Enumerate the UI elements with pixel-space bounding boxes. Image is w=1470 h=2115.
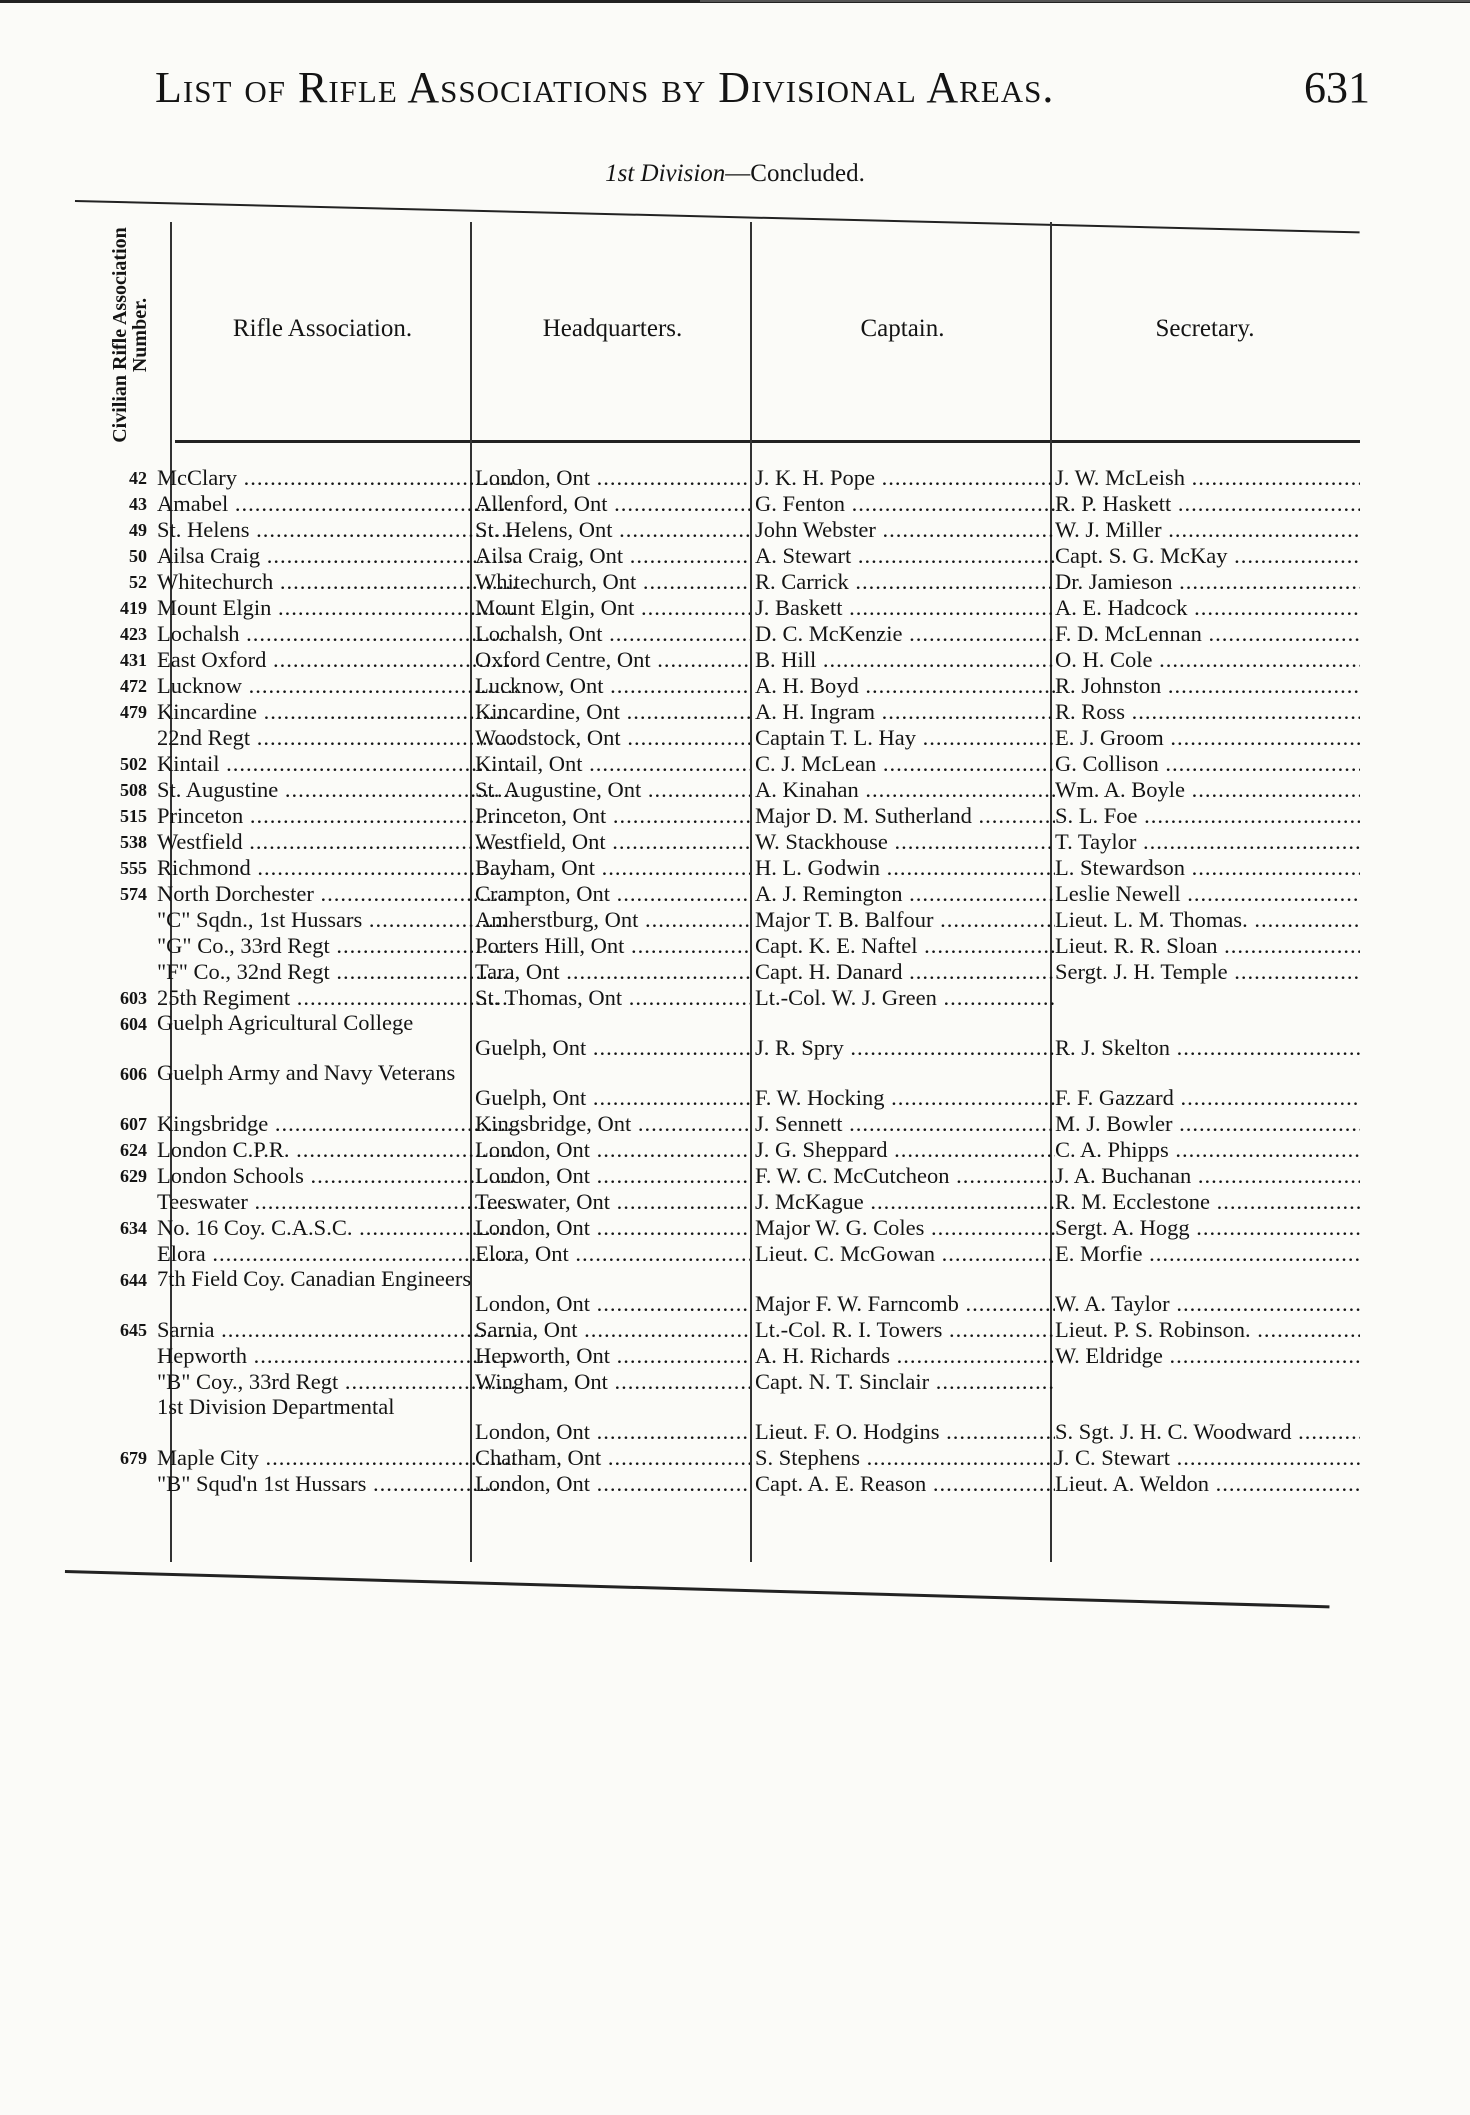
association-number: 423: [120, 624, 147, 644]
association-name: 7th Field Coy. Canadian Engineers: [157, 1267, 472, 1291]
association-name: North Dorchester .....: [157, 881, 517, 907]
secretary: M. J. Bowler .....: [1055, 1111, 1360, 1137]
secretary: G. Collison .....: [1055, 751, 1360, 777]
secretary: W. A. Taylor .....: [1055, 1291, 1360, 1317]
table-row: [65, 1445, 1360, 1471]
table-row: [65, 1011, 1360, 1061]
association-number: 574: [120, 884, 147, 904]
secretary: A. E. Hadcock .....: [1055, 595, 1360, 621]
table-top-rule: [75, 200, 1360, 233]
captain: A. J. Remington .....: [755, 881, 1055, 907]
association-name: "B" Squd'n 1st Hussars .....: [157, 1471, 517, 1497]
headquarters: Sarnia, Ont .....: [475, 1317, 750, 1343]
association-name: "F" Co., 32nd Regt .....: [157, 959, 517, 985]
table-row: [65, 1061, 1360, 1111]
association-number: 645: [120, 1320, 147, 1340]
association-name: Maple City .....: [157, 1445, 517, 1471]
headquarters: Guelph, Ont .....: [475, 1085, 750, 1111]
association-number: 538: [120, 832, 147, 852]
captain: Lt.-Col. W. J. Green .....: [755, 985, 1055, 1011]
captain: J. G. Sheppard .....: [755, 1137, 1055, 1163]
captain: Lieut. F. O. Hodgins .....: [755, 1419, 1055, 1445]
table-row: [65, 595, 1360, 621]
headquarters: Tara, Ont .....: [475, 959, 750, 985]
association-number: 644: [120, 1270, 147, 1290]
association-name: Westfield .....: [157, 829, 517, 855]
association-name: Kincardine .....: [157, 699, 517, 725]
association-number: 43: [129, 494, 147, 514]
association-name: London Schools .....: [157, 1163, 517, 1189]
table-row: [65, 543, 1360, 569]
captain: Major D. M. Sutherland .....: [755, 803, 1055, 829]
captain: J. McKague .....: [755, 1189, 1055, 1215]
secretary: Leslie Newell .....: [1055, 881, 1360, 907]
secretary: W. J. Miller .....: [1055, 517, 1360, 543]
page-top-rule-secondary: [700, 0, 1470, 2]
section-division: 1st Division: [605, 160, 726, 187]
captain: C. J. McLean .....: [755, 751, 1055, 777]
table-row: [65, 777, 1360, 803]
headquarters: Princeton, Ont .....: [475, 803, 750, 829]
captain: A. H. Ingram .....: [755, 699, 1055, 725]
headquarters: Guelph, Ont .....: [475, 1035, 750, 1061]
captain: H. L. Godwin .....: [755, 855, 1055, 881]
secretary: Dr. Jamieson .....: [1055, 569, 1360, 595]
captain: F. W. Hocking .....: [755, 1085, 1055, 1111]
captain: Capt. H. Danard .....: [755, 959, 1055, 985]
headquarters: Oxford Centre, Ont .....: [475, 647, 750, 673]
table-row: [65, 465, 1360, 491]
association-number: 603: [120, 988, 147, 1008]
secretary: S. L. Foe .....: [1055, 803, 1360, 829]
association-number: 555: [120, 858, 147, 878]
headquarters: St. Thomas, Ont .....: [475, 985, 750, 1011]
headquarters: Wingham, Ont .....: [475, 1369, 750, 1395]
table-row: [65, 1137, 1360, 1163]
table-row: [65, 959, 1360, 985]
captain: Capt. N. T. Sinclair .....: [755, 1369, 1055, 1395]
captain: J. K. H. Pope .....: [755, 465, 1055, 491]
captain: J. Sennett .....: [755, 1111, 1055, 1137]
headquarters: London, Ont .....: [475, 1471, 750, 1497]
association-number: 607: [120, 1114, 147, 1134]
table-row: [65, 1395, 1360, 1445]
captain: A. Stewart .....: [755, 543, 1055, 569]
table-row: [65, 881, 1360, 907]
table-row: [65, 699, 1360, 725]
headquarters: St. Helens, Ont .....: [475, 517, 750, 543]
headquarters: Whitechurch, Ont .....: [475, 569, 750, 595]
headquarters: Chatham, Ont .....: [475, 1445, 750, 1471]
captain: W. Stackhouse .....: [755, 829, 1055, 855]
captain: J. R. Spry .....: [755, 1035, 1055, 1061]
secretary: T. Taylor .....: [1055, 829, 1360, 855]
association-number: 502: [120, 754, 147, 774]
table-row: [65, 621, 1360, 647]
association-name: "G" Co., 33rd Regt .....: [157, 933, 517, 959]
captain: Lieut. C. McGowan .....: [755, 1241, 1055, 1267]
headquarters: Kingsbridge, Ont .....: [475, 1111, 750, 1137]
table-row: [65, 1163, 1360, 1189]
table-row: [65, 1369, 1360, 1395]
secretary: Lieut. L. M. Thomas. .....: [1055, 907, 1360, 933]
table-row: [65, 1111, 1360, 1137]
headquarters: Elora, Ont .....: [475, 1241, 750, 1267]
captain: Major W. G. Coles .....: [755, 1215, 1055, 1241]
secretary: R. Ross .....: [1055, 699, 1360, 725]
headquarters: London, Ont .....: [475, 1419, 750, 1445]
secretary: E. J. Groom .....: [1055, 725, 1360, 751]
secretary: R. J. Skelton .....: [1055, 1035, 1360, 1061]
table-row: [65, 1215, 1360, 1241]
association-number: 508: [120, 780, 147, 800]
association-name: "B" Coy., 33rd Regt .....: [157, 1369, 517, 1395]
association-number: 479: [120, 702, 147, 722]
table-row: [65, 751, 1360, 777]
table-row: [65, 907, 1360, 933]
headquarters: Crampton, Ont .....: [475, 881, 750, 907]
association-number: 515: [120, 806, 147, 826]
headquarters: Kincardine, Ont .....: [475, 699, 750, 725]
headquarters: Woodstock, Ont .....: [475, 725, 750, 751]
secretary: E. Morfie .....: [1055, 1241, 1360, 1267]
secretary: F. F. Gazzard .....: [1055, 1085, 1360, 1111]
association-name: East Oxford .....: [157, 647, 517, 673]
captain: John Webster .....: [755, 517, 1055, 543]
rifle-associations-table: [65, 200, 1360, 1580]
captain: Major T. B. Balfour .....: [755, 907, 1055, 933]
section-concluded: —Concluded.: [725, 160, 865, 187]
association-name: Richmond .....: [157, 855, 517, 881]
table-row: [65, 1267, 1360, 1317]
association-number: 419: [120, 598, 147, 618]
association-name: St. Helens .....: [157, 517, 517, 543]
association-name: St. Augustine .....: [157, 777, 517, 803]
table-row: [65, 1317, 1360, 1343]
captain: Lt.-Col. R. I. Towers .....: [755, 1317, 1055, 1343]
secretary: Capt. S. G. McKay .....: [1055, 543, 1360, 569]
association-name: Mount Elgin .....: [157, 595, 517, 621]
headquarters: Amherstburg, Ont .....: [475, 907, 750, 933]
association-name: Hepworth .....: [157, 1343, 517, 1369]
secretary: W. Eldridge .....: [1055, 1343, 1360, 1369]
secretary: Lieut. R. R. Sloan .....: [1055, 933, 1360, 959]
association-number: 604: [120, 1014, 147, 1034]
page-title: List of Rifle Associations by Divisional Areas.: [155, 63, 1055, 112]
table-row: [65, 725, 1360, 751]
table-row: [65, 647, 1360, 673]
association-name: Whitechurch .....: [157, 569, 517, 595]
secretary: J. W. McLeish .....: [1055, 465, 1360, 491]
table-row: [65, 933, 1360, 959]
table-row: [65, 517, 1360, 543]
headquarters: Bayham, Ont .....: [475, 855, 750, 881]
association-number: 431: [120, 650, 147, 670]
association-name: Amabel .....: [157, 491, 517, 517]
headquarters: Lochalsh, Ont .....: [475, 621, 750, 647]
table-row: [65, 1241, 1360, 1267]
table-row: [65, 1189, 1360, 1215]
secretary: Lieut. A. Weldon .....: [1055, 1471, 1360, 1497]
captain: Captain T. L. Hay .....: [755, 725, 1055, 751]
association-number: 606: [120, 1064, 147, 1084]
column-header-captain: Captain.: [860, 315, 945, 342]
captain: F. W. C. McCutcheon .....: [755, 1163, 1055, 1189]
captain: S. Stephens .....: [755, 1445, 1055, 1471]
table-body: [65, 465, 1360, 1497]
association-name: Guelph Agricultural College: [157, 1011, 414, 1035]
table-row: [65, 1471, 1360, 1497]
captain: A. Kinahan .....: [755, 777, 1055, 803]
headquarters: St. Augustine, Ont .....: [475, 777, 750, 803]
captain: G. Fenton .....: [755, 491, 1055, 517]
association-name: Lucknow .....: [157, 673, 517, 699]
secretary: J. C. Stewart .....: [1055, 1445, 1360, 1471]
section-subtitle: [0, 160, 1470, 188]
page-header: [155, 62, 1370, 113]
secretary: Sergt. A. Hogg .....: [1055, 1215, 1360, 1241]
captain: Capt. A. E. Reason .....: [755, 1471, 1055, 1497]
headquarters: London, Ont .....: [475, 1137, 750, 1163]
association-number: 50: [129, 546, 147, 566]
column-header-number: Civilian Rifle Association Number.: [109, 227, 151, 443]
table-row: [65, 985, 1360, 1011]
headquarters: Ailsa Craig, Ont .....: [475, 543, 750, 569]
column-header-secretary: Secretary.: [1155, 315, 1255, 342]
association-name: McClary .....: [157, 465, 517, 491]
headquarters: Allenford, Ont .....: [475, 491, 750, 517]
secretary: R. Johnston .....: [1055, 673, 1360, 699]
table-row: [65, 855, 1360, 881]
association-name: Ailsa Craig .....: [157, 543, 517, 569]
association-name: 25th Regiment .....: [157, 985, 517, 1011]
association-number: 629: [120, 1166, 147, 1186]
association-name: London C.P.R. .....: [157, 1137, 517, 1163]
table-row: [65, 491, 1360, 517]
secretary: R. M. Ecclestone .....: [1055, 1189, 1360, 1215]
captain: A. H. Boyd .....: [755, 673, 1055, 699]
headquarters: Kintail, Ont .....: [475, 751, 750, 777]
association-name: Lochalsh .....: [157, 621, 517, 647]
column-header-association: Rifle Association.: [232, 315, 413, 342]
headquarters: Porters Hill, Ont .....: [475, 933, 750, 959]
headquarters: Hepworth, Ont .....: [475, 1343, 750, 1369]
association-name: "C" Sqdn., 1st Hussars .....: [157, 907, 517, 933]
secretary: Lieut. P. S. Robinson. .....: [1055, 1317, 1360, 1343]
association-name: Guelph Army and Navy Veterans: [157, 1061, 456, 1085]
association-name: Kingsbridge .....: [157, 1111, 517, 1137]
secretary: O. H. Cole .....: [1055, 647, 1360, 673]
association-name: Elora .....: [157, 1241, 517, 1267]
captain: B. Hill .....: [755, 647, 1055, 673]
captain: J. Baskett .....: [755, 595, 1055, 621]
association-name: Teeswater .....: [157, 1189, 517, 1215]
secretary: S. Sgt. J. H. C. Woodward .....: [1055, 1419, 1360, 1445]
secretary: J. A. Buchanan .....: [1055, 1163, 1360, 1189]
table-row: [65, 673, 1360, 699]
headquarters: London, Ont .....: [475, 1163, 750, 1189]
table-row: [65, 803, 1360, 829]
association-name: Sarnia .....: [157, 1317, 517, 1343]
secretary: R. P. Haskett .....: [1055, 491, 1360, 517]
captain: Major F. W. Farncomb .....: [755, 1291, 1055, 1317]
secretary: Wm. A. Boyle .....: [1055, 777, 1360, 803]
association-number: 472: [120, 676, 147, 696]
captain: R. Carrick .....: [755, 569, 1055, 595]
headquarters: London, Ont .....: [475, 1291, 750, 1317]
captain: Capt. K. E. Naftel .....: [755, 933, 1055, 959]
table-row: [65, 569, 1360, 595]
secretary: C. A. Phipps .....: [1055, 1137, 1360, 1163]
headquarters: Westfield, Ont .....: [475, 829, 750, 855]
table-row: [65, 829, 1360, 855]
secretary: L. Stewardson .....: [1055, 855, 1360, 881]
association-number: 49: [129, 520, 147, 540]
column-header-headquarters: Headquarters.: [542, 315, 683, 342]
headquarters: Mount Elgin, Ont .....: [475, 595, 750, 621]
captain: A. H. Richards .....: [755, 1343, 1055, 1369]
association-number: 624: [120, 1140, 147, 1160]
headquarters: Teeswater, Ont .....: [475, 1189, 750, 1215]
association-number: 679: [120, 1448, 147, 1468]
association-name: Princeton .....: [157, 803, 517, 829]
headquarters: London, Ont .....: [475, 1215, 750, 1241]
page-number: 631: [1304, 63, 1370, 112]
association-name: No. 16 Coy. C.A.S.C. .....: [157, 1215, 517, 1241]
table-bottom-rule: [65, 1570, 1330, 1608]
headquarters: London, Ont .....: [475, 465, 750, 491]
captain: D. C. McKenzie .....: [755, 621, 1055, 647]
association-number: 42: [129, 468, 147, 488]
secretary: Sergt. J. H. Temple .....: [1055, 959, 1360, 985]
table-header-rule: [175, 440, 1360, 443]
association-name: 22nd Regt .....: [157, 725, 517, 751]
association-number: 634: [120, 1218, 147, 1238]
association-number: 52: [129, 572, 147, 592]
secretary: F. D. McLennan .....: [1055, 621, 1360, 647]
table-row: [65, 1343, 1360, 1369]
association-name: 1st Division Departmental: [157, 1395, 395, 1419]
headquarters: Lucknow, Ont .....: [475, 673, 750, 699]
association-name: Kintail .....: [157, 751, 517, 777]
